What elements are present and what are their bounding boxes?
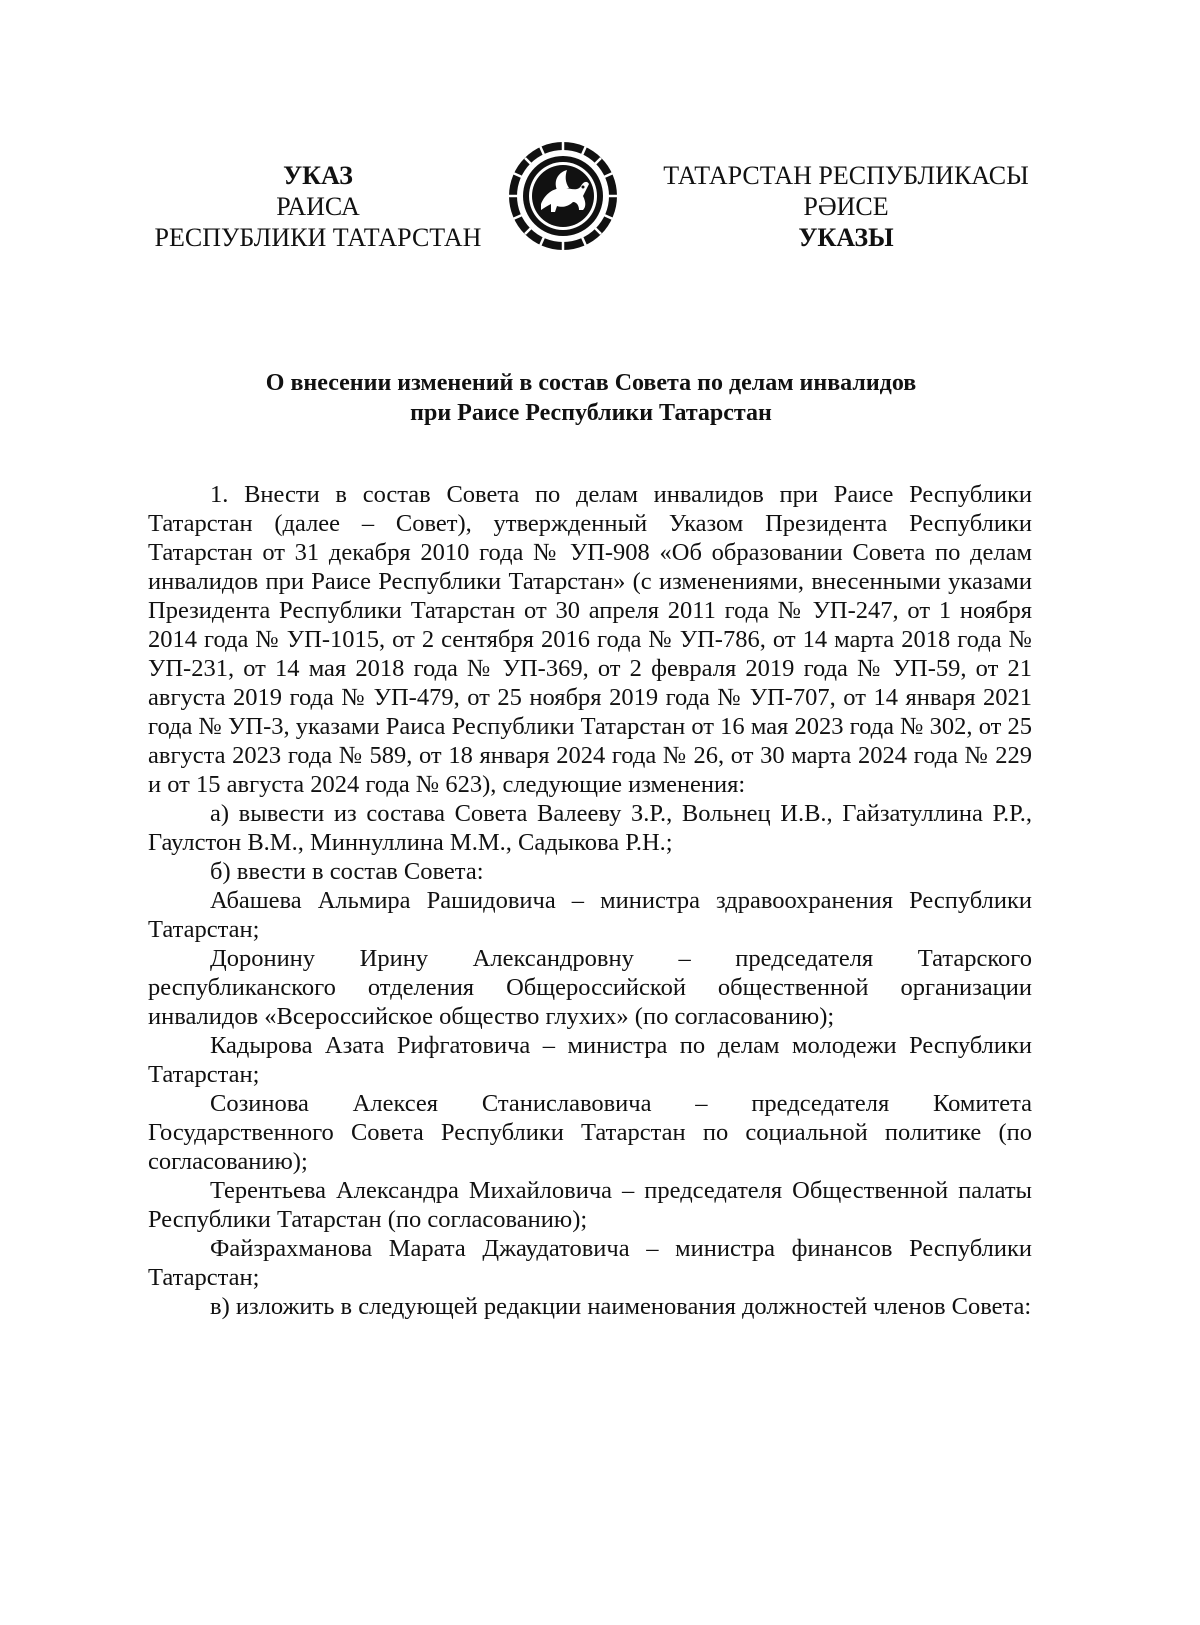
paragraph-item-v: в) изложить в следующей редакции наименования должностей членов Совета: (210, 1293, 1032, 1320)
tatarstan-coat-of-arms-icon (507, 140, 619, 252)
document-title (150, 368, 1032, 428)
paragraph-item-b: б) ввести в состав Совета: (210, 858, 484, 885)
header-right-block (660, 160, 1032, 253)
document-body (148, 480, 1032, 1321)
paragraph-member-sozinov: Созинова Алексея Станиславовича – председателя Комитета Государственного Совета Республики Татарстан по социальной политике (по согласованию); (148, 1090, 1032, 1175)
paragraph-member-kadyrov: Кадырова Азата Рифгатовича – министра по делам молодежи Республики Татарстан; (148, 1032, 1032, 1088)
header-right-rais-label: РӘИСЕ (803, 192, 889, 221)
header-right-decree-label: УКАЗЫ (798, 223, 894, 252)
paragraph-item-a: а) вывести из состава Совета Валееву З.Р., Вольнец И.В., Гайзатуллина Р.Р., Гаулстон В.М., Миннуллина М.М., Садыкова Р.Н.; (148, 800, 1032, 856)
paragraph-member-terentyev: Терентьева Александра Михайловича – председателя Общественной палаты Республики Татарстан (по согласованию); (148, 1177, 1032, 1233)
paragraph-1: 1. Внести в состав Совета по делам инвалидов при Раисе Республики Татарстан (далее – Совет), утвержденный Указом Президента Республики Татарстан от 31 декабря 2010 года № УП-908 «Об образовании Совета по делам инвалидов при Раисе Республики Татарстан» (с изменениями, внесенными указами Президента Республики Татарстан от 30 апреля 2011 года № УП-247, от 1 ноября 2014 года № УП-1015, от 2 сентября 2016 года № УП-786, от 14 марта 2018 года № УП-231, от 14 мая 2018 года № УП-369, от 2 февраля 2019 года № УП-59, от 21 августа 2019 года № УП-479, от 25 ноября 2019 года № УП-707, от 14 января 2021 года № УП-3, указами Раиса Республики Татарстан от 16 мая 2023 года № 302, от 25 августа 2023 года № 589, от 18 января 2024 года № 26, от 30 марта 2024 года № 229 и от 15 августа 2024 года № 623), следующие изменения: (148, 481, 1032, 798)
paragraph-member-doronina: Доронину Ирину Александровну – председателя Татарского республиканского отделения Общероссийской общественной организации инвалидов «Всероссийское общество глухих» (по согласованию); (148, 945, 1032, 1030)
header-left-block (148, 160, 488, 253)
header-left-decree-label: УКАЗ (283, 161, 353, 190)
document-title-line-2: при Раисе Республики Татарстан (410, 400, 772, 426)
header-left-rais-label: РАИСА (276, 192, 360, 221)
document-title-line-1: О внесении изменений в состав Совета по делам инвалидов (265, 370, 917, 396)
header-right-republic-label: ТАТАРСТАН РЕСПУБЛИКАСЫ (663, 161, 1029, 190)
paragraph-member-abashev: Абашева Альмира Рашидовича – министра здравоохранения Республики Татарстан; (148, 887, 1032, 943)
header-left-republic-label: РЕСПУБЛИКИ ТАТАРСТАН (154, 223, 482, 252)
paragraph-member-fayzrakhmanov: Файзрахманова Марата Джаудатовича – министра финансов Республики Татарстан; (148, 1235, 1032, 1291)
